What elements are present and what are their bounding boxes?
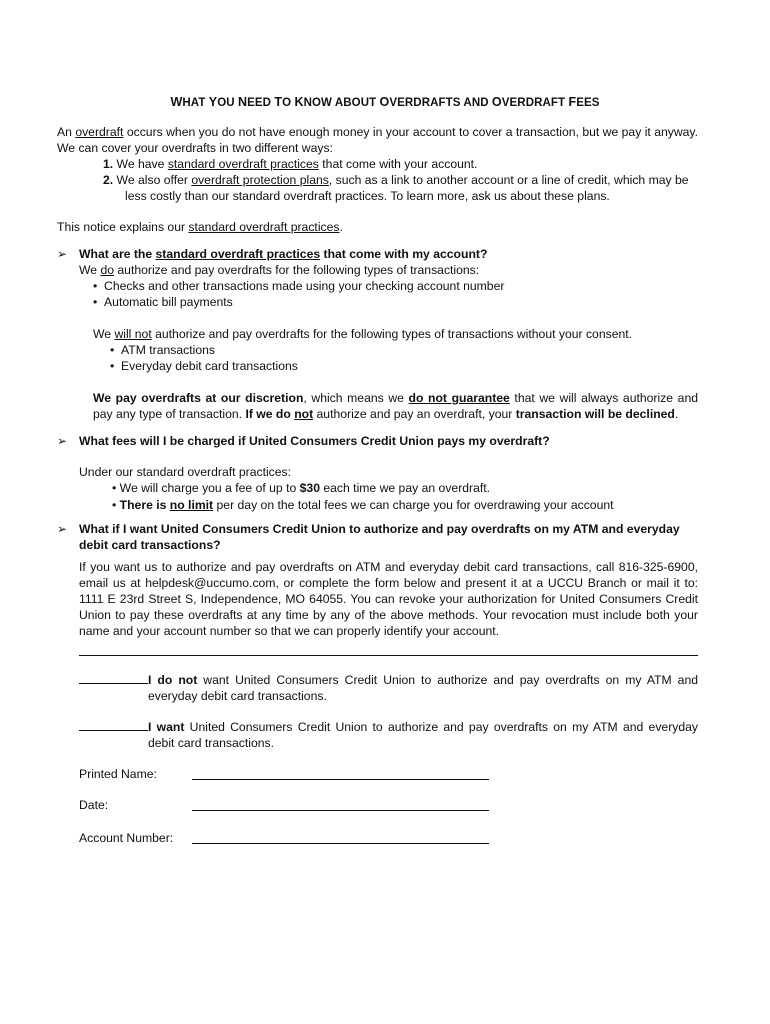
date-label: Date: xyxy=(79,798,109,812)
we-do-line: We do authorize and pay overdrafts for the following types of transactions: xyxy=(79,263,480,277)
date-field[interactable] xyxy=(192,810,489,811)
section-heading-practices: What are the standard overdraft practices that come with my account? xyxy=(79,247,488,261)
page-title: WHAT YOU NEED TO KNOW ABOUT OVERDRAFTS AND OVERDRAFT FEES xyxy=(170,95,600,109)
list-item: • We will charge you a fee of up to $30 each time we pay an overdraft. xyxy=(112,481,491,495)
notice-line: This notice explains our standard overdraft practices. xyxy=(57,220,343,234)
list-item: • Automatic bill payments xyxy=(93,295,233,309)
account-number-label: Account Number: xyxy=(79,831,174,845)
list-item: • Checks and other transactions made using your checking account number xyxy=(93,279,505,293)
discretion-paragraph: We pay overdrafts at our discretion, which means we do not guarantee that we will always authorize and pay any type of transaction. If we do not authorize and pay an overdraft, your transaction will be declined. xyxy=(93,391,699,421)
atm-body-paragraph: If you want us to authorize and pay overdrafts on ATM and everyday debit card transactions, call 816-325-6900, email us at helpdesk@uccumo.com, or complete the form below and present it at a UCCU Branch or mail it to: 1111 E 23rd Street S, Independence, MO 64055. You can revoke your authorization for United Consumers Credit Union to pay these overdrafts at any time by any of the above methods. Your revocation must include both your name and your account number so that we can properly identify your account. xyxy=(79,560,698,638)
printed-name-field[interactable] xyxy=(192,779,489,780)
opt-in-checkbox-line[interactable] xyxy=(79,719,148,731)
printed-name-label: Printed Name: xyxy=(79,767,157,781)
opt-in-option: I want United Consumers Credit Union to authorize and pay overdrafts on my ATM and everyday debit card transactions. xyxy=(79,719,698,751)
section-heading-atm: What if I want United Consumers Credit Union to authorize and pay overdrafts on my ATM and everyday debit card transactions? xyxy=(79,522,680,552)
under-practices-line: Under our standard overdraft practices: xyxy=(79,465,292,479)
opt-out-checkbox-line[interactable] xyxy=(79,672,148,684)
intro-item-1: 1. We have standard overdraft practices that come with your account. xyxy=(103,157,478,171)
arrow-bullet-icon: ➢ xyxy=(57,434,68,448)
intro-paragraph: An overdraft occurs when you do not have enough money in your account to cover a transaction, but we pay it anyway. We can cover your overdrafts in two different ways: xyxy=(57,125,698,155)
opt-out-option: I do not want United Consumers Credit Union to authorize and pay overdrafts on my ATM and everyday debit card transactions. xyxy=(79,672,698,704)
section-heading-fees: What fees will I be charged if United Consumers Credit Union pays my overdraft? xyxy=(79,434,550,448)
arrow-bullet-icon: ➢ xyxy=(57,247,68,261)
divider xyxy=(79,655,698,656)
list-item: • ATM transactions xyxy=(110,343,215,357)
account-number-field[interactable] xyxy=(192,843,489,844)
intro-item-2: 2. We also offer overdraft protection plans, such as a link to another account or a line of credit, which may be less costly than our standard overdraft practices. To learn more, ask us about these plans. xyxy=(103,173,689,203)
we-will-not-line: We will not authorize and pay overdrafts for the following types of transactions without your consent. xyxy=(93,327,633,341)
list-item: • Everyday debit card transactions xyxy=(110,359,298,373)
arrow-bullet-icon: ➢ xyxy=(57,522,68,536)
list-item: • There is no limit per day on the total fees we can charge you for overdrawing your account xyxy=(112,498,614,512)
